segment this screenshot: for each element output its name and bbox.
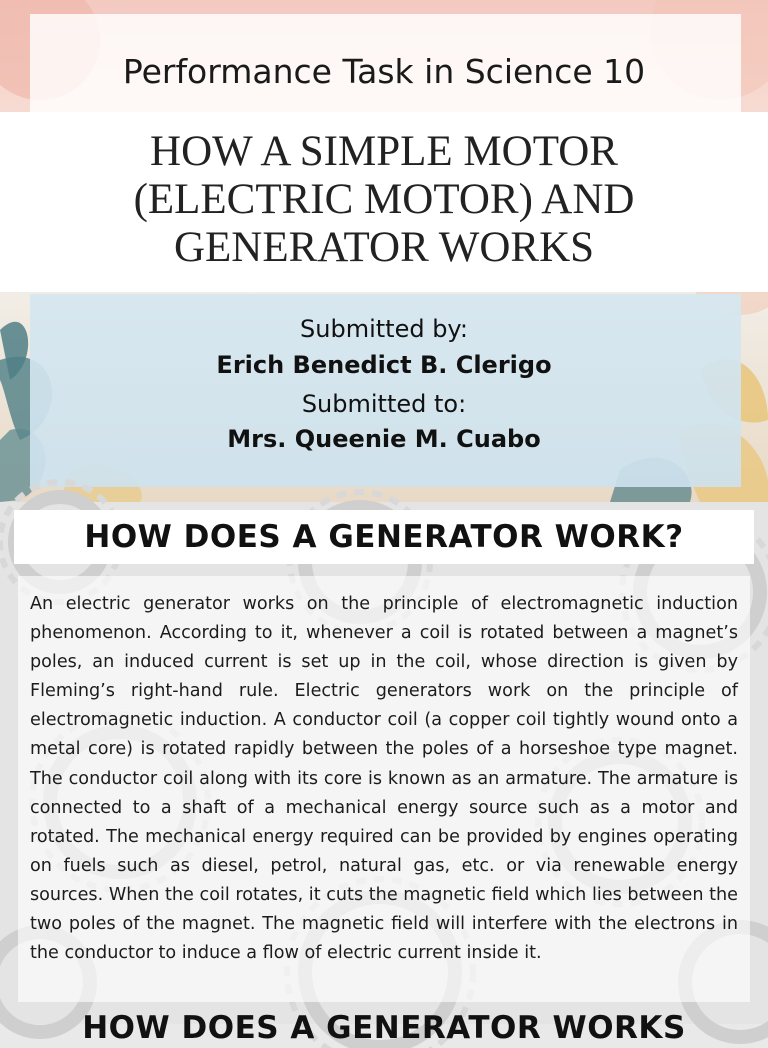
next-slide-heading: HOW DOES A GENERATOR WORKS [82, 1010, 686, 1046]
main-title: HOW A SIMPLE MOTOR (ELECTRIC MOTOR) AND GENERATOR WORKS [133, 128, 635, 271]
submitted-to-label: Submitted to: [301, 390, 467, 418]
submitted-by-name: Erich Benedict B. Clerigo [216, 351, 552, 379]
body-paragraph: An electric generator works on the principle of electromagnetic induction phenomenon. According to it, whenever a coil is rotated between a magnet’s poles, an induced current is set up in the coil, whose direction is given by Fleming’s right-hand rule. Electric generators work on the principle of electromagnetic induction. A conductor coil (a copper coil tightly wound onto a metal core) is rotated rapidly between the poles of a horseshoe type magnet. The conductor coil along with its core is known as an armature. The armature is connected to a shaft of a mechanical energy source such as a motor and rotated. The mechanical energy required can be provided by engines operating on fuels such as diesel, petrol, natural gas, etc. or via renewable energy sources. When the coil rotates, it cuts the magnetic field which lies between the two poles of the magnet. The magnetic field will interfere with the electrons in the conductor to induce a flow of electric current inside it. [30, 594, 738, 964]
generator-slide [0, 502, 768, 1046]
submitted-to-name: Mrs. Queenie M. Cuabo [227, 425, 541, 453]
title-slide [0, 0, 768, 502]
section-heading: HOW DOES A GENERATOR WORK? [84, 519, 684, 555]
task-title: Performance Task in Science 10 [122, 52, 646, 91]
submitted-by-label: Submitted by: [300, 315, 468, 343]
